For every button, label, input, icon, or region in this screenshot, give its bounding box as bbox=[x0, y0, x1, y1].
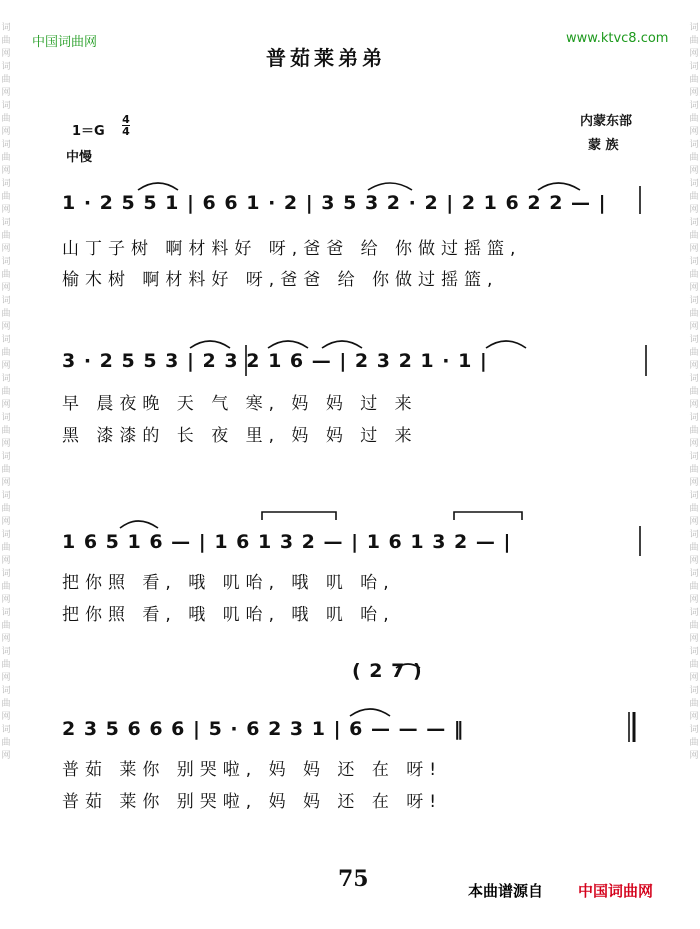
page-title: 普茹莱弟弟 bbox=[266, 46, 386, 70]
staff-4-notes: 2 3 5 6 6 6 | 5 · 6 2 3 1 | 6 — — — ‖ bbox=[62, 718, 465, 740]
slur-mark bbox=[322, 341, 362, 348]
footer-source-label: 本曲谱源自 bbox=[468, 882, 544, 900]
right-watermark: 词曲网词曲网词曲网词曲网词曲网词曲网词曲网词曲网词曲网词曲网词曲网词曲网词曲网词曲网词曲网词曲网词曲网词曲网词曲网 bbox=[689, 23, 699, 761]
bracket-mark bbox=[262, 512, 336, 520]
slur-mark bbox=[396, 664, 420, 668]
staff-2-lyrics-verse-1: 早 晨夜晚 天 气 寒, 妈 妈 过 来 bbox=[62, 394, 418, 414]
staff-3-lyrics-verse-1: 把你照 看, 哦 叽咍, 哦 叽 咍, bbox=[62, 573, 395, 593]
ethnicity-label: 蒙 族 bbox=[588, 138, 619, 153]
page-number: 75 bbox=[338, 866, 369, 892]
footer-brand-link[interactable]: 中国词曲网 bbox=[578, 882, 654, 900]
source-left-label: 中国词曲网 bbox=[32, 35, 98, 50]
slur-mark bbox=[538, 183, 580, 190]
source-url-label: www.ktvc8.com bbox=[566, 31, 669, 46]
slur-mark bbox=[120, 521, 158, 528]
staff-4-lyrics-verse-1: 普茹 莱你 别哭啦, 妈 妈 还 在 呀! bbox=[62, 760, 443, 780]
volta-marking: ( 2 7 ) bbox=[352, 660, 423, 682]
key-signature: 1＝G bbox=[72, 124, 105, 139]
left-watermark: 词曲网词曲网词曲网词曲网词曲网词曲网词曲网词曲网词曲网词曲网词曲网词曲网词曲网词曲网词曲网词曲网词曲网词曲网词曲网 bbox=[1, 23, 11, 761]
slur-mark bbox=[368, 183, 412, 190]
slur-mark bbox=[138, 183, 178, 190]
staff-1-lyrics-verse-1: 山丁子树 啊材料好 呀,爸爸 给 你做过摇篮, bbox=[62, 239, 522, 259]
slur-mark bbox=[268, 341, 308, 348]
staff-3-notes: 1 6 5 1 6 — | 1 6 1 3 2 — | 1 6 1 3 2 — | bbox=[62, 531, 512, 553]
staff-4-lyrics-verse-2: 普茹 莱你 别哭啦, 妈 妈 还 在 呀! bbox=[62, 792, 443, 812]
time-signature-bottom: 4 bbox=[122, 125, 130, 138]
slur-mark bbox=[486, 341, 526, 348]
staff-2-notes: 3 · 2 5 5 3 | 2 3 2 1 6 — | 2 3 2 1 · 1 | bbox=[62, 350, 488, 372]
tempo-marking: 中慢 bbox=[66, 150, 93, 165]
slur-mark bbox=[350, 709, 390, 716]
time-signature-top: 4 bbox=[122, 113, 130, 126]
staff-3-lyrics-verse-2: 把你照 看, 哦 叽咍, 哦 叽 咍, bbox=[62, 605, 395, 625]
bracket-mark bbox=[454, 512, 522, 520]
staff-1-lyrics-verse-2: 榆木树 啊材料好 呀,爸爸 给 你做过摇篮, bbox=[62, 270, 499, 290]
slur-mark bbox=[190, 341, 230, 348]
staff-1-notes: 1 · 2 5 5 1 | 6 6 1 · 2 | 3 5 3 2 · 2 | 2 1 6 2 2 — | bbox=[62, 192, 607, 214]
staff-2-lyrics-verse-2: 黑 漆漆的 长 夜 里, 妈 妈 过 来 bbox=[62, 426, 418, 446]
region-label: 内蒙东部 bbox=[580, 114, 633, 129]
